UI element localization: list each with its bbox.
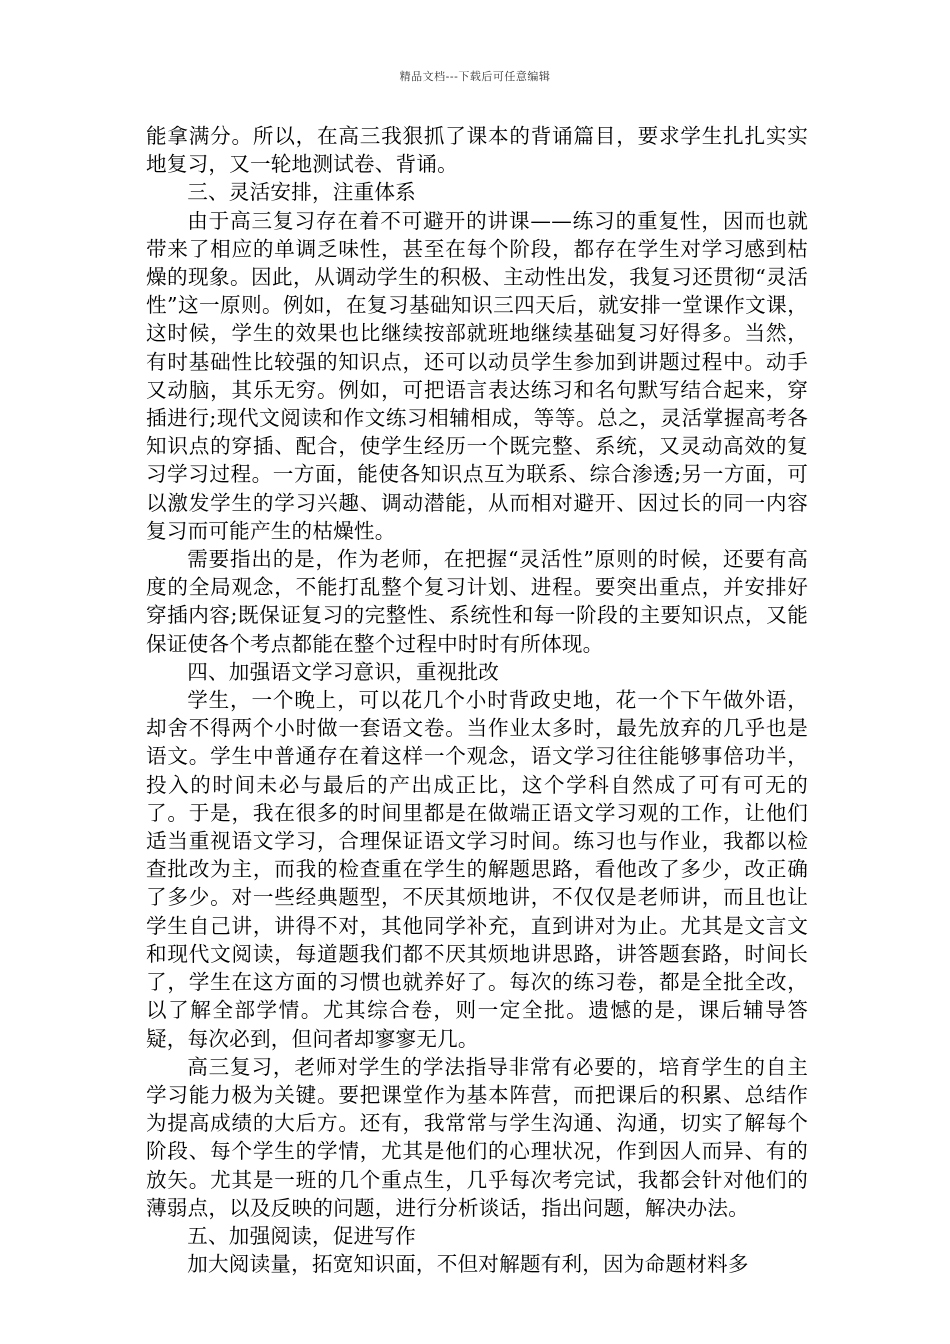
paragraph-awareness: 学生，一个晚上，可以花几个小时背政史地，花一个下午做外语，却舍不得两个小时做一套语文卷。当作业太多时，最先放弃的几乎也是语文。学生中普通存在着这样一个观念，语文学习往往能够事倍功半，投入的时间未必与最后的产出成正比，这个学科自然成了可有可无的了。于是，我在很多的时间里都是在做端正语文学习观的工作，让他们适当重视语文学习，合理保证语文学习时间。练习也与作业，我都以检查批改为主，而我的检查重在学生的解题思路，看他改了多少，改正确了多少。对一些经典题型，不厌其烦地讲，不仅仅是老师讲，而且也让学生自己讲，讲得不对，其他同学补充，直到讲对为止。尤其是文言文和现代文阅读，每道题我们都不厌其烦地讲思路，讲答题套路，时间长了，学生在这方面的习惯也就养好了。每次的练习卷，都是全批全改，以了解全部学情。尤其综合卷，则一定全批。遗憾的是，课后辅导答疑，每次必到，但问者却寥寥无几。: [146, 688, 808, 1051]
section-heading-4: 四、加强语文学习意识，重视批改: [187, 659, 500, 684]
paragraph-note: 需要指出的是，作为老师，在把握“灵活性”原则的时候，还要有高度的全局观念，不能打乱整个复习计划、进程。要突出重点，并安排好穿插内容;既保证复习的完整性、系统性和每一阶段的主要知识点，又能保证使各个考点都能在整个过程中时时有所体现。: [146, 547, 808, 656]
page-header-watermark: 精品文档---下载后可任意编辑: [399, 70, 551, 83]
paragraph-flexibility: 由于高三复习存在着不可避开的讲课——练习的重复性，因而也就带来了相应的单调乏味性，甚至在每个阶段，都存在学生对学习感到枯燥的现象。因此，从调动学生的积极、主动性出发，我复习还贯彻“灵活性”这一原则。例如，在复习基础知识三四天后，就安排一堂课作文课，这时候，学生的效果也比继续按部就班地继续基础复习好得多。当然，有时基础性比较强的知识点，还可以动员学生参加到讲题过程中。动手又动脑，其乐无穷。例如，可把语言表达练习和名句默写结合起来，穿插进行;现代文阅读和作文练习相辅相成，等等。总之，灵活掌握高考各知识点的穿插、配合，使学生经历一个既完整、系统，又灵动高效的复习学习过程。一方面，能使各知识点互为联系、综合渗透;另一方面，可以激发学生的学习兴趣、调动潜能，从而相对避开、因过长的同一内容复习而可能产生的枯燥性。: [146, 208, 808, 543]
document-body: [146, 122, 808, 1278]
paragraph-guidance: 高三复习，老师对学生的学法指导非常有必要的，培育学生的自主学习能力极为关键。要把课堂作为基本阵营，而把课后的积累、总结作为提高成绩的大后方。还有，我常常与学生沟通、沟通，切实了解每个阶段、每个学生的学情，尤其是他们的心理状况，作到因人而异、有的放矢。尤其是一班的几个重点生，几乎每次考完试，我都会针对他们的薄弱点，以及反映的问题，进行分析谈话，指出问题，解决办法。: [146, 1054, 808, 1220]
section-heading-5: 五、加强阅读，促进写作: [187, 1223, 416, 1248]
paragraph-reading: 加大阅读量，拓宽知识面，不但对解题有利，因为命题材料多: [187, 1252, 749, 1277]
paragraph-continuation: 能拿满分。所以，在高三我狠抓了课本的背诵篇目，要求学生扎扎实实地复习，又一轮地测试卷、背诵。: [146, 124, 808, 177]
section-heading-3: 三、灵活安排，注重体系: [187, 180, 416, 205]
